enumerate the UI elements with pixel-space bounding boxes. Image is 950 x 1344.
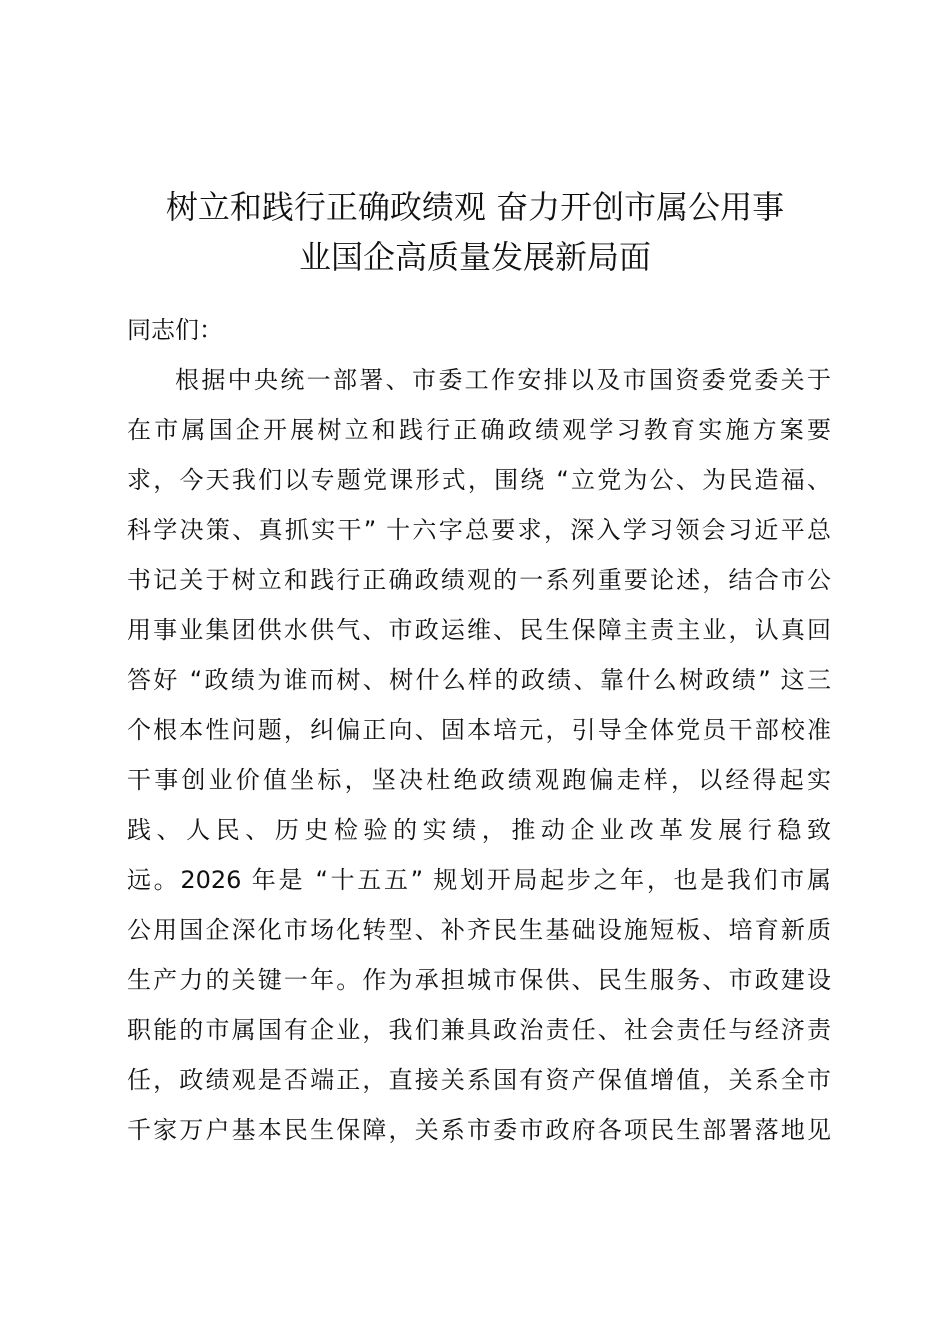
- paragraph-line: 千家万户基本民生保障，关系市委市政府各项民生部署落地见: [127, 1116, 831, 1144]
- paragraph-line: 践、人民、历史检验的实绩，推动企业改革发展行稳致: [127, 816, 831, 844]
- paragraph-line: 远。2026 年是 “十五五” 规划开局起步之年，也是我们市属: [127, 866, 831, 894]
- paragraph-line: 生产力的关键一年。作为承担城市保供、民生服务、市政建设: [127, 966, 831, 994]
- paragraph-line: 科学决策、真抓实干” 十六字总要求，深入学习领会习近平总: [127, 516, 831, 544]
- paragraph-line: 答好 “政绩为谁而树、树什么样的政绩、靠什么树政绩” 这三: [127, 666, 831, 694]
- paragraph-line: 在市属国企开展树立和践行正确政绩观学习教育实施方案要: [127, 416, 831, 444]
- paragraph-line: 公用国企深化市场化转型、补齐民生基础设施短板、培育新质: [127, 916, 831, 944]
- paragraph-line: 求，今天我们以专题党课形式，围绕 “立党为公、为民造福、: [127, 466, 831, 494]
- paragraph-line: 任，政绩观是否端正，直接关系国有资产保值增值，关系全市: [127, 1066, 831, 1094]
- paragraph-line: 用事业集团供水供气、市政运维、民生保障主责主业，认真回: [127, 616, 831, 644]
- body-paragraph: [127, 362, 831, 1162]
- paragraph-line: 职能的市属国有企业，我们兼具政治责任、社会责任与经济责: [127, 1016, 831, 1044]
- document-title-line-2: 业国企高质量发展新局面: [298, 238, 651, 276]
- salutation: 同志们：: [127, 316, 223, 344]
- paragraph-line: 个根本性问题，纠偏正向、固本培元，引导全体党员干部校准: [127, 716, 831, 744]
- paragraph-line: 干事创业价值坐标，坚决杜绝政绩观跑偏走样，以经得起实: [127, 766, 831, 794]
- paragraph-line: 书记关于树立和践行正确政绩观的一系列重要论述，结合市公: [127, 566, 831, 594]
- paragraph-line: 根据中央统一部署、市委工作安排以及市国资委党委关于: [175, 366, 831, 394]
- document-title-line-1: 树立和践行正确政绩观 奋力开创市属公用事: [165, 188, 785, 226]
